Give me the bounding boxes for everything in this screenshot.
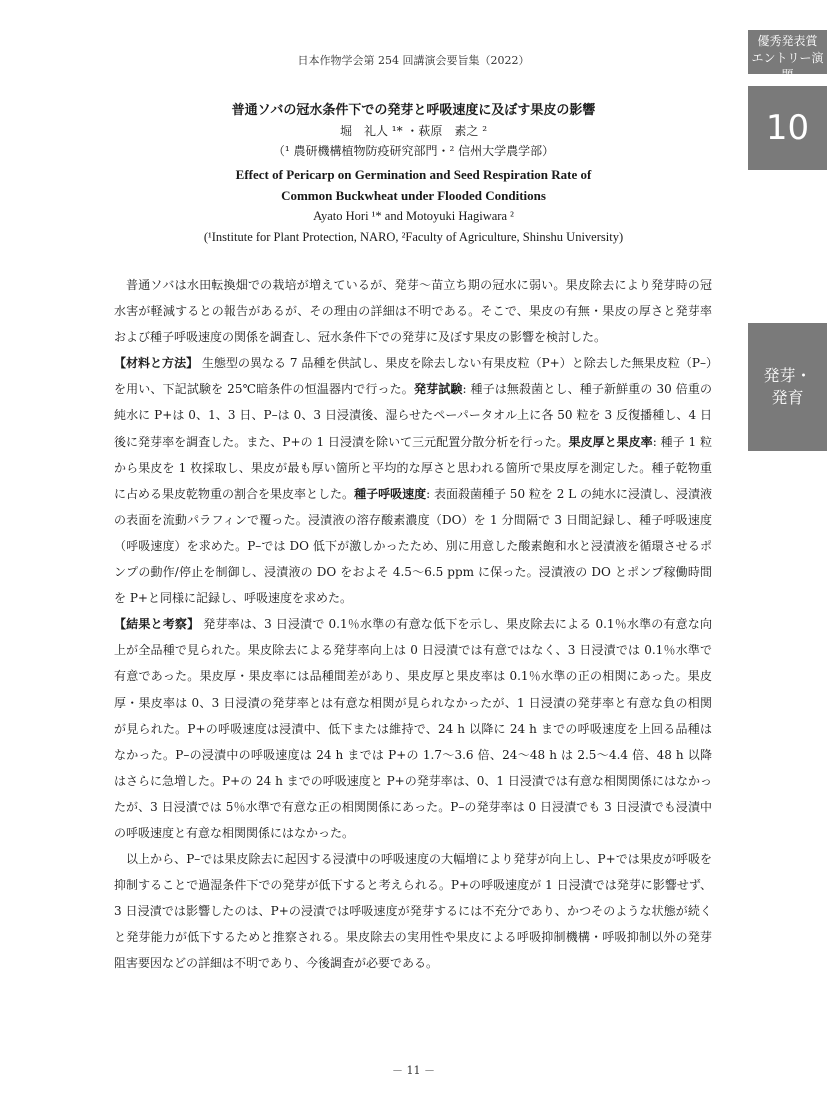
methods-text-1: 生態型の異なる 7 品種を供試し、果皮を除去しない有果皮粒（P+）と除去した無果皮粒（P–）を用い、下記試験を 25℃暗条件の恒温器内で行った。: [114, 356, 712, 397]
results-text: 発芽率は、3 日浸漬で 0.1％水準の有意な低下を示し、果皮除去による 0.1％水準の有意な向上が全品種で見られた。果皮除去による発芽率向上は 0 日浸漬では有意ではなく、3 日浸漬では 0.1％水準で有意であった。果皮厚・果皮率には品種間差があり、果皮厚と果皮率は 0.1％水準の正の相関にあった。果皮厚・果皮率は 0、3 日浸漬の発芽率とは有意な相関が見られなかったが、1 日浸漬の発芽率と有意な負の相関が見られた。P+の呼吸速度は浸漬中、低下または維持で、24 h 以降に 24 h までの呼吸速度を上回る品種はなかった。P–の浸漬中の呼吸速度は 24 h までは P+の 1.7～3.6 倍、24～48 h は 2.5～4.4 倍、48 h 以降はさらに急増した。P+の 24 h までの呼吸速度と P+の発芽率は、0、1 日浸漬では有意な相関関係にはなかったが、3 日浸漬では 5％水準で有意な正の相関関係にあった。P–の発芽率は 0 日浸漬でも 3 日浸漬でも浸漬中の呼吸速度と有意な相関関係にはなかった。: [114, 617, 712, 840]
conclusion-paragraph: 以上から、P–では果皮除去に起因する浸漬中の呼吸速度の大幅増により発芽が向上し、P+では果皮が呼吸を抑制することで過湿条件下での発芽が低下すると考えられる。P+の呼吸速度が 1 日浸漬では発芽に影響せず、3 日浸漬では影響したのは、P+の浸漬では呼吸速度が発芽するには不充分であり、かつそのような状態が続くと発芽能力が低下するためと推察される。果皮除去の実用性や果皮による呼吸抑制機構・呼吸抑制以外の発芽阻害要因などの詳細は不明であり、今後調査が必要である。: [114, 852, 712, 971]
japanese-title: 普通ソバの冠水条件下での発芽と呼吸速度に及ぼす果皮の影響: [231, 103, 596, 118]
page-number: － 11 －: [392, 1064, 435, 1077]
category-tab: [748, 323, 827, 451]
running-header: 日本作物学会第 254 回講演会要旨集（2022）: [297, 54, 530, 67]
category-line1: 発芽・: [763, 366, 812, 385]
japanese-authors: 堀 礼人 ¹* ・萩原 素之 ²: [339, 124, 488, 138]
methods-text-3: : 種子 1 粒から果皮を 1 枚採取し、果皮が最も厚い箇所と平均的な厚さと思われる箇所で果皮厚を測定した。種子乾物重に占める果皮乾物重の割合を果皮率とした。: [114, 434, 712, 501]
category-line2: 発育: [771, 388, 804, 407]
results-paragraph: [114, 611, 712, 846]
results-heading: 【結果と考察】: [114, 617, 200, 632]
pericarp-heading: 果皮厚と果皮率: [568, 434, 653, 449]
methods-text-4: : 表面殺菌種子 50 粒を 2 L の純水に浸漬し、浸漬液の表面を流動パラフィンで覆った。浸漬液の溶存酸素濃度（DO）を 1 分間隔で 3 日間記録し、種子呼吸速度（呼吸速度）を求めた。P–では DO 低下が激しかったため、別に用意した酸素飽和水と浸漬液を循環させるポンプの動作/停止を制御し、浸漬液の DO をおよそ 4.5～6.5 ppm に保った。浸漬液の DO とポンプ稼働時間を P+と同様に記録し、呼吸速度を求めた。: [114, 486, 712, 606]
english-affiliations: (¹Institute for Plant Protection, NARO, ²Faculty of Agriculture, Shinshu University): [203, 230, 624, 244]
presentation-number-tab: 10: [748, 86, 827, 170]
english-title-line1: Effect of Pericarp on Germination and Seed Respiration Rate of: [235, 167, 592, 182]
methods-paragraph: [114, 350, 712, 611]
award-entry-line1: 優秀発表賞: [757, 34, 818, 48]
methods-heading: 【材料と方法】: [114, 356, 199, 371]
japanese-affiliations: （¹ 農研機構植物防疫研究部門・² 信州大学農学部）: [272, 144, 555, 158]
award-entry-tab: [748, 30, 827, 82]
english-authors: Ayato Hori ¹* and Motoyuki Hagiwara ²: [313, 209, 514, 223]
title-block: [0, 100, 827, 248]
intro-paragraph: 普通ソバは水田転換畑での栽培が増えているが、発芽～苗立ち期の冠水に弱い。果皮除去により発芽時の冠水害が軽減するとの報告があるが、その理由の詳細は不明である。そこで、果皮の有無・果皮の厚さと発芽率および種子呼吸速度の関係を調査し、冠水条件下での発芽に及ぼす果皮の影響を検討した。: [114, 278, 712, 345]
germination-test-heading: 発芽試験: [413, 382, 463, 397]
abstract-body: [114, 272, 712, 977]
english-title-line2: Common Buckwheat under Flooded Conditions: [281, 188, 546, 203]
award-entry-line2: エントリー演題: [751, 51, 824, 82]
respiration-heading: 種子呼吸速度: [354, 486, 427, 501]
methods-text-2: : 種子は無殺菌とし、種子新鮮重の 30 倍重の純水に P+は 0、1、3 日、P–は 0、3 日浸漬後、湿らせたペーパータオル上に各 50 粒を 3 反復播種し、4 日後に発芽率を調査した。また、P+の 1 日浸漬を除いて三元配置分散分析を行った。: [114, 382, 712, 449]
